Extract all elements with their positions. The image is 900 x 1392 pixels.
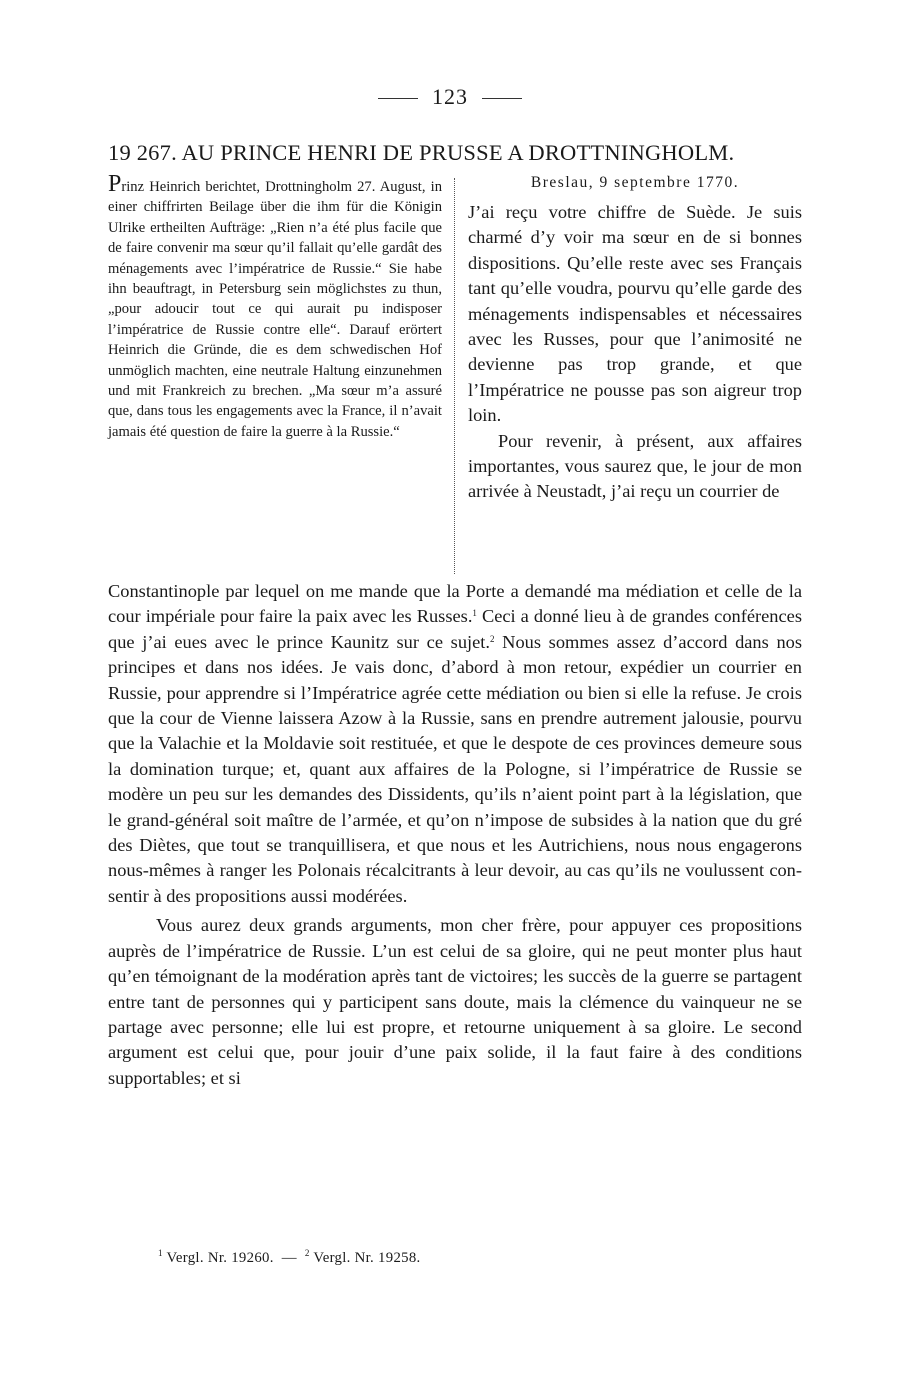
footnote-ref: 2	[490, 633, 495, 644]
header-rule-right	[482, 98, 522, 99]
body-paragraph-continuation	[108, 579, 802, 909]
column-paragraph: Pour revenir, à présent, aux affaires importantes, vous saurez que, le jour de mon arrivée à Neustadt, j’ai reçu un courrier de	[468, 430, 802, 502]
column-paragraph: J’ai reçu votre chiffre de Suède. Je suis charmé d’y voir ma sœur en de si bonnes dispositions. Qu’elle reste avec ses Français tant qu’elle voudra, pourvu qu’elle garde des ménagements indispensables et nécessaires avec les Russes, pour que l’animosité ne devienne pas trop grande, et que l’Impératrice ne pousse pas son aigreur trop loin.	[468, 202, 802, 426]
summary-dropcap: P	[108, 171, 122, 197]
body-paragraph: Vous aurez deux grands arguments, mon cher frère, pour appuyer ces propositions auprès de l’impératrice de Russie. L’un est celui de sa gloire, qui ne peut monter plus haut qu’en témoignant de la modération après tant de victoires; les succès de la guerre se partagent entre tant de personnes qui y participent sans doute, mais la clémence du vainqueur ne se partage avec personne; elle lui est propre, et retourne uniquement à sa gloire. Le second argument est celui que, pour jouir d’une paix solide, il la faut faire à des conditions supportables; et si	[108, 915, 802, 1088]
footnote-separator: —	[281, 1250, 297, 1266]
footnote-ref: 1	[472, 608, 477, 619]
page-number: 123	[432, 84, 468, 109]
footnote-text: Vergl. Nr. 19260.	[166, 1250, 274, 1266]
summary-text: rinz Heinrich berichtet, Drottningholm 27. August, in einer chiffrirten Beilage über die ihm für die Königin Ulrike ertheilten Aufträge: „Rien n’a été plus facile que de faire convenir ma sœur qu’il fallait qu’elle gardât des ménagements avec l’impératrice de Russie.“ Sie habe ihn beauftragt, in Petersburg sein möglichstes zu thun, „pour adoucir tout ce qui aurait pu indisposer l’impératrice de Russie contre elle“. Darauf erörtert Heinrich die Gründe, die es dem schwedischen Hof unmöglich machten, eine neutrale Haltung einzunehmen und mit Frankreich zu brechen. „Ma sœur m’a assuré que, dans tous les engagements avec la France, il n’avait jamais été question de faire la guerre à la Russie.“	[108, 179, 442, 440]
header-rule-left	[378, 98, 418, 99]
footnote-mark: 1	[158, 1248, 163, 1258]
letter-column-text	[468, 200, 802, 505]
footnote-text: Vergl. Nr. 19258.	[313, 1250, 421, 1266]
letter-heading: 19 267. AU PRINCE HENRI DE PRUSSE A DROTTNINGHOLM.	[108, 140, 735, 165]
letter-summary	[108, 172, 442, 442]
page-number-header	[0, 84, 900, 110]
column-divider	[454, 178, 455, 574]
footnotes	[158, 1250, 758, 1267]
letter-dateline: Breslau, 9 septembre 1770.	[530, 174, 740, 191]
body-text: Nous sommes assez d’accord dans nos principes et dans nos idées. Je vais donc, d’abord à mon retour, expédier un courrier en Russie, pour apprendre si l’Impératrice agrée cette médiation ou bien si elle la refuse. Je crois que la cour de Vienne laissera Azow à la Russie, sans en prendre autrement jalousie, pourvu que la Valachie et la Moldavie soit restituée, et que le despote de ces provinces demeure sous la domination turque; et, quant aux affaires de la Pologne, si l’impératrice de Russie se modère un peu sur les demandes des Dissidents, qu’ils n’aient point part à la législation, que le grand-général soit maître de l’armée, et qu’on n’impose de subsides à la nation que du gré des Diètes, que tout se tranquillisera, et que nous et les Autrichiens, nous nous engagerons nous-mêmes à ranger les Polonais récalcitrants à leur devoir, au cas qu’ils ne voulussent consentir à des propositions aussi modérées.	[108, 631, 802, 906]
footnote-mark: 2	[304, 1248, 310, 1258]
body-text: Ceci a donné lieu à de grandes conférences que j’ai eues avec le prince Kaunitz sur ce sujet.	[108, 606, 802, 652]
body-text: Constantinople par lequel on me mande que la Porte a demandé ma médiation et celle de la cour impériale pour faire la paix avec les Russes.	[108, 581, 802, 627]
letter-body	[108, 579, 802, 1091]
